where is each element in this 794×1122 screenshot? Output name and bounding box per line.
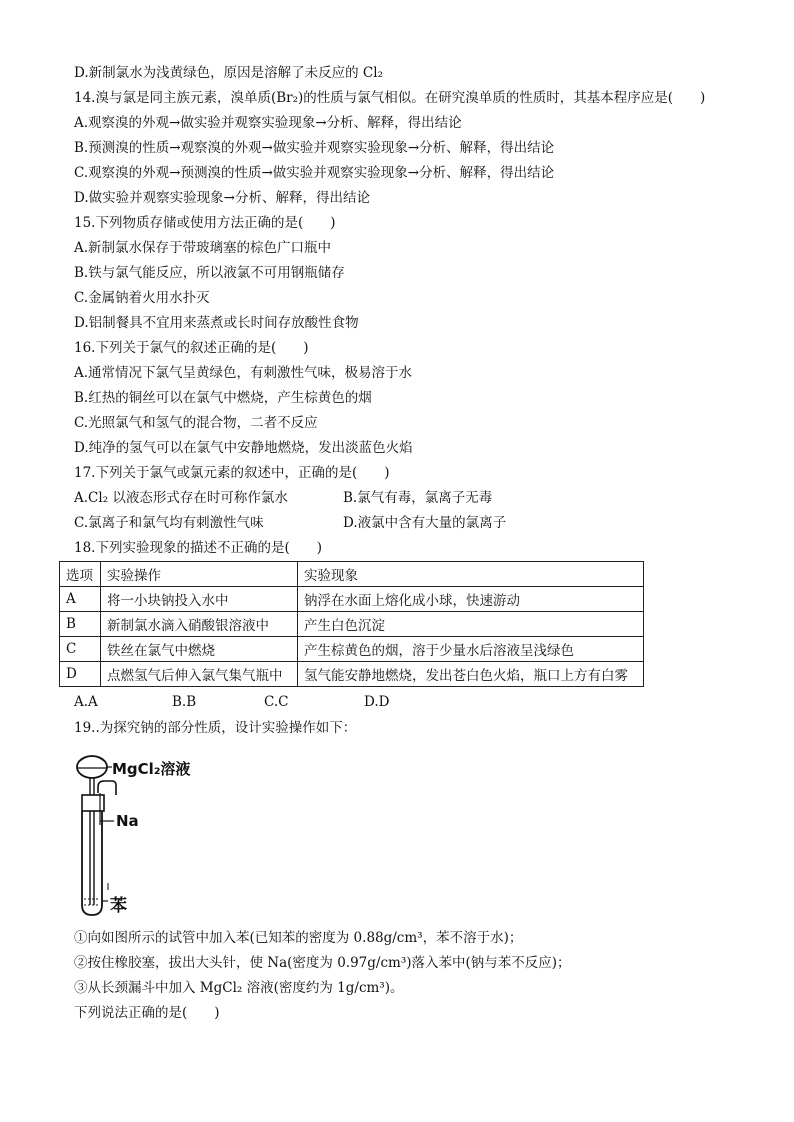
q18-option-a: A.A bbox=[74, 694, 98, 710]
q16-option-d: D.纯净的氢气可以在氯气中安静地燃烧，发出淡蓝色火焰 bbox=[74, 440, 413, 456]
table-header-cell: 实验现象 bbox=[298, 562, 644, 587]
q17-option-b: B.氯气有毒，氯离子无毒 bbox=[343, 490, 493, 506]
table-cell: 钠浮在水面上熔化成小球，快速游动 bbox=[298, 587, 644, 612]
q18-stem: 18.下列实验现象的描述不正确的是( ) bbox=[74, 540, 323, 556]
q16-option-c: C.光照氯气和氢气的混合物，二者不反应 bbox=[74, 415, 318, 431]
q18-option-d: D.D bbox=[364, 694, 390, 710]
mgcl2-solution-label: MgCl₂溶液 bbox=[112, 760, 191, 778]
q19-stem: 19..为探究钠的部分性质，设计实验操作如下： bbox=[74, 720, 357, 736]
table-header-cell: 选项 bbox=[60, 562, 101, 587]
table-cell: D bbox=[60, 662, 101, 687]
q19-step-2: ②按住橡胶塞，拔出大头针，使 Na(密度为 0.97g/cm³)落入苯中(钠与苯不反应)； bbox=[74, 955, 571, 971]
q15-stem: 15.下列物质存储或使用方法正确的是( ) bbox=[74, 215, 336, 231]
table-cell: 新制氯水滴入硝酸银溶液中 bbox=[101, 612, 298, 637]
apparatus-diagram bbox=[70, 745, 200, 920]
table-cell: 产生棕黄色的烟，溶于少量水后溶液呈浅绿色 bbox=[298, 637, 644, 662]
table-cell: C bbox=[60, 637, 101, 662]
q15-option-c: C.金属钠着火用水扑灭 bbox=[74, 290, 210, 306]
q17-option-d: D.液氯中含有大量的氯离子 bbox=[343, 515, 507, 531]
table-row bbox=[60, 637, 644, 662]
benzene-label: 苯 bbox=[110, 896, 127, 916]
q14-option-d: D.做实验并观察实验现象→分析、解释，得出结论 bbox=[74, 190, 370, 206]
q15-option-b: B.铁与氯气能反应，所以液氯不可用钢瓶储存 bbox=[74, 265, 345, 281]
q19-step-1: ①向如图所示的试管中加入苯(已知苯的密度为 0.88g/cm³，苯不溶于水)； bbox=[74, 930, 523, 946]
q18-table bbox=[59, 561, 644, 687]
table-header-row bbox=[60, 562, 644, 587]
q19-question: 下列说法正确的是( ) bbox=[74, 1005, 220, 1021]
sodium-label: Na bbox=[116, 812, 139, 830]
table-cell: 产生白色沉淀 bbox=[298, 612, 644, 637]
table-cell: 铁丝在氯气中燃烧 bbox=[101, 637, 298, 662]
q14-option-a: A.观察溴的外观→做实验并观察实验现象→分析、解释，得出结论 bbox=[74, 115, 462, 131]
q13-option-d: D.新制氯水为浅黄绿色，原因是溶解了未反应的 Cl₂ bbox=[74, 65, 383, 81]
q14-option-b: B.预测溴的性质→观察溴的外观→做实验并观察实验现象→分析、解释，得出结论 bbox=[74, 140, 555, 156]
q16-option-a: A.通常情况下氯气呈黄绿色，有刺激性气味，极易溶于水 bbox=[74, 365, 413, 381]
table-cell: B bbox=[60, 612, 101, 637]
q16-stem: 16.下列关于氯气的叙述正确的是( ) bbox=[74, 340, 309, 356]
q17-option-c: C.氯离子和氯气均有刺激性气味 bbox=[74, 515, 264, 531]
table-cell: 点燃氢气后伸入氯气集气瓶中 bbox=[101, 662, 298, 687]
q18-option-b: B.B bbox=[172, 694, 197, 710]
q18-option-c: C.C bbox=[264, 694, 289, 710]
q16-option-b: B.红热的铜丝可以在氯气中燃烧，产生棕黄色的烟 bbox=[74, 390, 372, 406]
table-cell: 氢气能安静地燃烧，发出苍白色火焰，瓶口上方有白雾 bbox=[298, 662, 644, 687]
q14-stem: 14.溴与氯是同主族元素，溴单质(Br₂)的性质与氯气相似。在研究溴单质的性质时，其基本程序应是( ) bbox=[74, 90, 706, 106]
table-row bbox=[60, 662, 644, 687]
table-cell: A bbox=[60, 587, 101, 612]
table-row bbox=[60, 612, 644, 637]
table-header-cell: 实验操作 bbox=[101, 562, 298, 587]
table-row bbox=[60, 587, 644, 612]
q15-option-d: D.铝制餐具不宜用来蒸煮或长时间存放酸性食物 bbox=[74, 315, 359, 331]
q14-option-c: C.观察溴的外观→预测溴的性质→做实验并观察实验现象→分析、解释，得出结论 bbox=[74, 165, 555, 181]
q17-option-a: A.Cl₂ 以液态形式存在时可称作氯水 bbox=[74, 490, 288, 506]
q15-option-a: A.新制氯水保存于带玻璃塞的棕色广口瓶中 bbox=[74, 240, 332, 256]
table-cell: 将一小块钠投入水中 bbox=[101, 587, 298, 612]
q19-step-3: ③从长颈漏斗中加入 MgCl₂ 溶液(密度约为 1g/cm³)。 bbox=[74, 980, 404, 996]
q17-stem: 17.下列关于氯气或氯元素的叙述中，正确的是( ) bbox=[74, 465, 390, 481]
